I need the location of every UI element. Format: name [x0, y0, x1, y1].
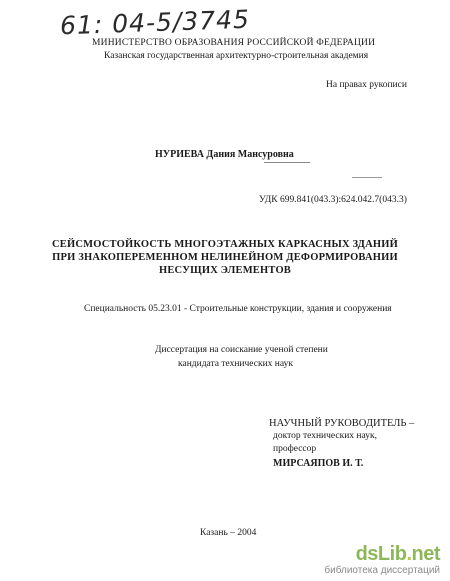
supervisor-title: профессор — [273, 444, 317, 454]
title-line: ПРИ ЗНАКОПЕРЕМЕННОМ НЕЛИНЕЙНОМ ДЕФОРМИРОВАНИИ — [52, 252, 398, 263]
manuscript-rights-label: На правах рукописи — [326, 80, 407, 90]
title-line: НЕСУЩИХ ЭЛЕМЕНТОВ — [158, 265, 292, 276]
watermark-brand-tld: net — [411, 543, 440, 565]
watermark-subtitle: библиотека диссертаций — [324, 565, 440, 576]
title-line: СЕЙСМОСТОЙКОСТЬ МНОГОЭТАЖНЫХ КАРКАСНЫХ ЗДАНИЙ — [52, 239, 398, 250]
divider-mark — [352, 177, 382, 178]
watermark-logo[interactable] — [324, 544, 440, 577]
supervisor-degree: доктор технических наук, — [273, 431, 377, 441]
author-underline — [264, 162, 310, 163]
dissertation-degree-line: кандидата технических наук — [178, 359, 293, 369]
watermark-brand-dot: . — [406, 543, 412, 565]
watermark-brand — [324, 544, 440, 564]
author-name: НУРИЕВА Дания Мансуровна — [155, 149, 294, 160]
city-year: Казань – 2004 — [200, 528, 257, 538]
watermark-brand-main: dsLib — [355, 543, 407, 565]
udk-code: УДК 699.841(043.3):624.042.7(043.3) — [259, 195, 407, 205]
specialty-line: Специальность 05.23.01 - Строительные конструкции, здания и сооружения — [84, 304, 392, 314]
archive-code-handwritten: 61: 04-5/3745 — [59, 4, 251, 41]
supervisor-role: НАУЧНЫЙ РУКОВОДИТЕЛЬ – — [269, 418, 415, 429]
dissertation-degree-line: Диссертация на соискание ученой степени — [155, 345, 328, 355]
university-name: Казанская государственная архитектурно-строительная академия — [104, 51, 369, 61]
ministry-name: МИНИСТЕРСТВО ОБРАЗОВАНИЯ РОССИЙСКОЙ ФЕДЕРАЦИИ — [92, 38, 376, 48]
supervisor-name: МИРСАЯПОВ И. Т. — [273, 458, 364, 469]
